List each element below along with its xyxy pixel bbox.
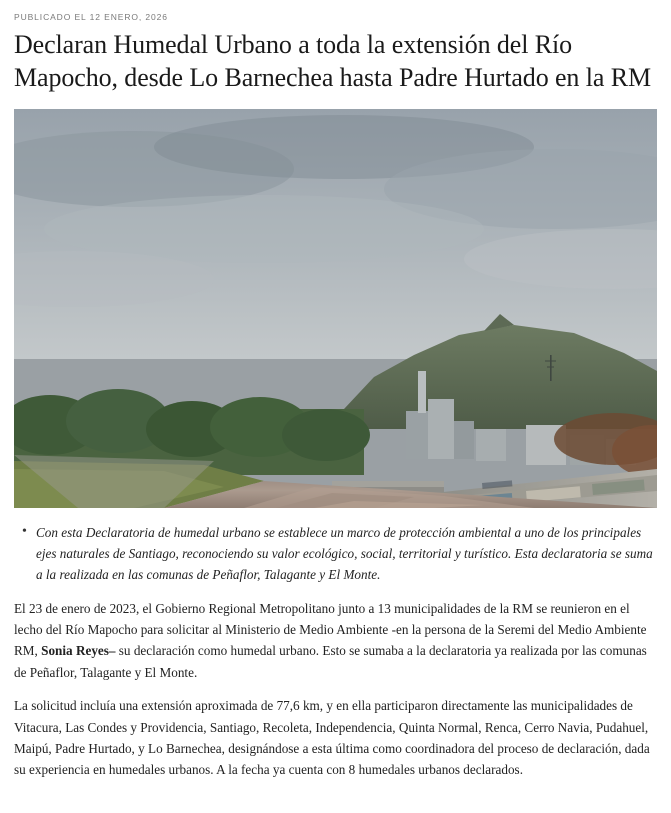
page-title: Declaran Humedal Urbano a toda la extensión del Río Mapocho, desde Lo Barnechea hasta Padre Hurtado en la RM (14, 30, 651, 93)
source-name: Sonia Reyes– (41, 643, 116, 659)
paragraph-1-part-1: El 23 de enero de 2023, el Gobierno Regional Metropolitano junto a 13 municipalidades de la RM se reunieron en el lecho del Río Mapocho para solicitar al Ministerio de Medio Ambiente -en la persona de la Seremi del Medio Ambiente RM, (14, 600, 647, 659)
rio-mapocho-photo (14, 109, 657, 508)
publish-date: PUBLICADO EL 12 ENERO, 2026 (14, 12, 168, 22)
body-paragraph-2: La solicitud incluía una extensión aproximada de 77,6 km, y en ella participaron directamente las municipalidades de Vitacura, Las Condes y Providencia, Santiago, Recoleta, Independencia, Quinta Normal, Renca, Cerro Navia, Pudahuel, Maipú, Padre Hurtado, y Lo Barnechea, designándose a esta última como coordinadora del proceso de declaración, dada su experiencia en humedales urbanos. A la fecha ya cuenta con 8 humedales urbanos declarados. (14, 698, 650, 778)
list-item: • Con esta Declaratoria de humedal urbano se establece un marco de protección ambiental a uno de los principales ejes naturales de Santiago, reconociendo su valor ecológico, social, territorial y turístico. Esta declaratoria se suma a la realizada en las comunas de Peñaflor, Talagante y El Monte. (36, 522, 657, 586)
hero-image (14, 109, 657, 508)
paragraph-1-part-3: su declaración como humedal urbano. Esto se sumaba a la declaratoria ya realizada por las comunas de Peñaflor, Talagante y El Monte. (14, 643, 647, 680)
body-paragraph-1 (14, 598, 657, 684)
summary-bullets (14, 522, 657, 586)
